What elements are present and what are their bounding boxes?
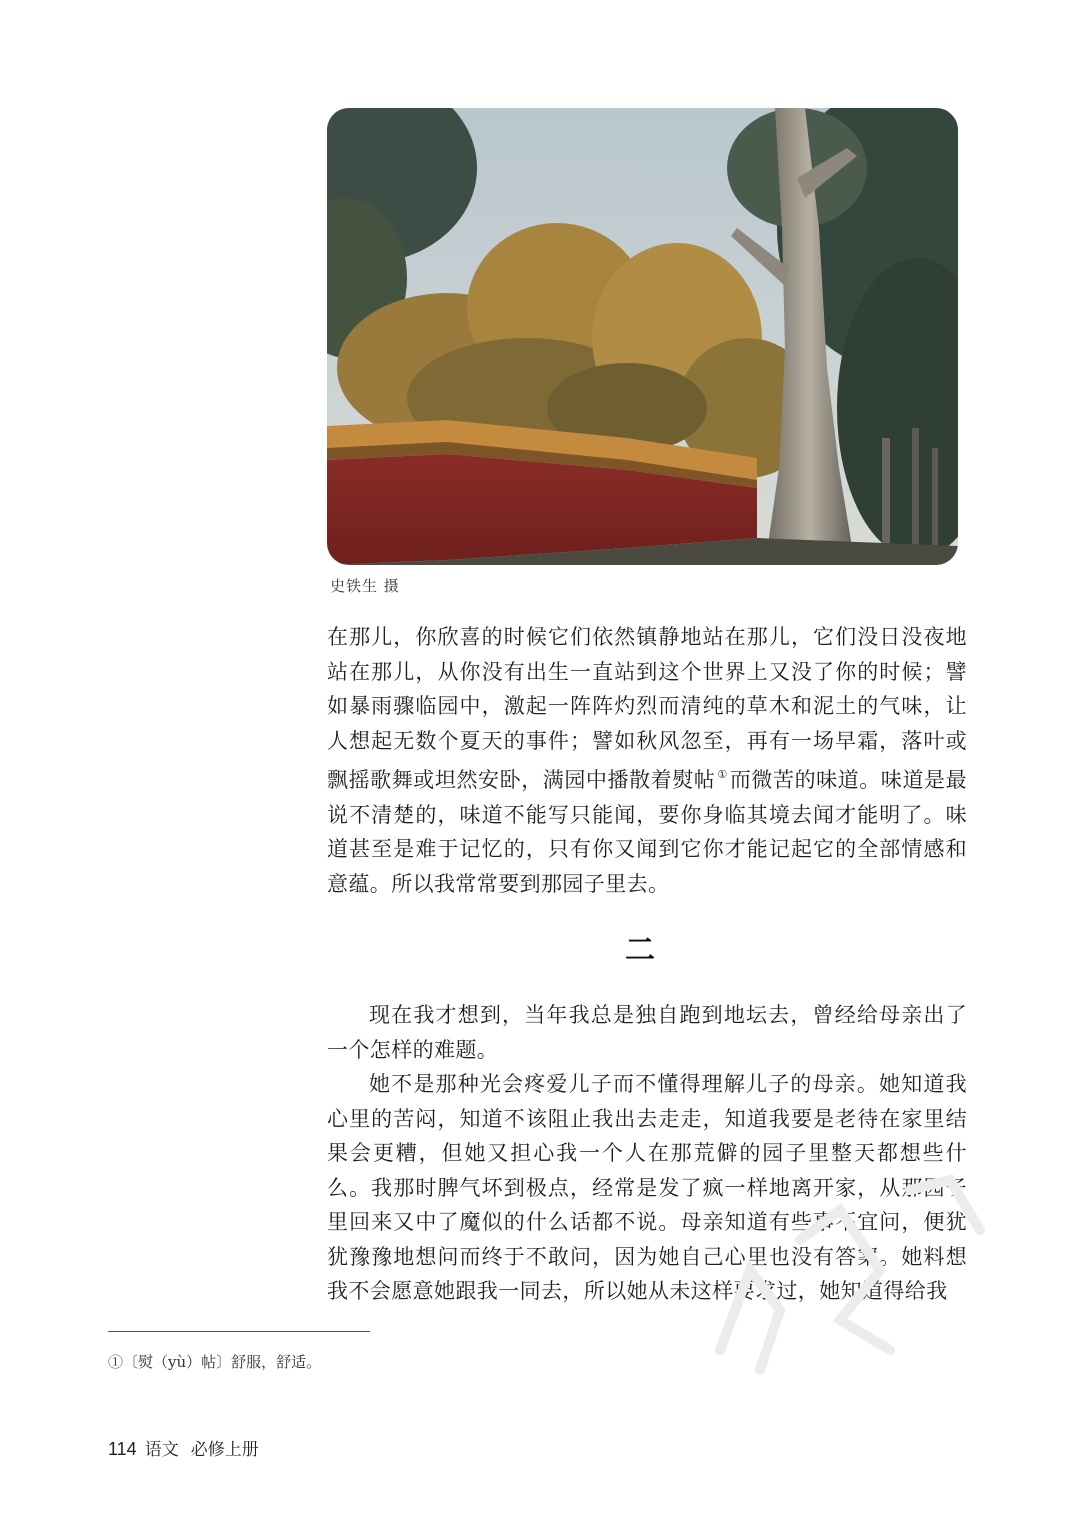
footnote: ①〔熨（yù）帖〕舒服，舒适。 [108, 1353, 322, 1371]
footnote-divider [108, 1331, 370, 1332]
page-footer [108, 1435, 259, 1460]
footer-subject: 语文 [144, 1440, 179, 1460]
footer-volume: 必修上册 [190, 1440, 259, 1460]
footnote-marker[interactable]: ① [717, 768, 728, 781]
paragraph-1-text-before: 在那儿，你欣喜的时候它们依然镇静地站在那儿，它们没日没夜地站在那儿，从你没有出生一直站到这个世界上又没了你的时候；譬如暴雨骤临园中，激起一阵阵灼烈而清纯的草木和泥土的气味，让人想起无数个夏天的事件；譬如秋风忽至，再有一场早霜，落叶或飘摇歌舞或坦然安卧，满园中播散着熨帖 [327, 625, 967, 792]
paragraph-3: 她不是那种光会疼爱儿子而不懂得理解儿子的母亲。她知道我心里的苦闷，知道不该阻止我出去走走，知道我要是老待在家里结果会更糟，但她又担心我一个人在那荒僻的园子里整天都想些什么。我那时脾气坏到极点，经常是发了疯一样地离开家，从那园子里回来又中了魔似的什么话都不说。母亲知道有些事不宜问，便犹犹豫豫地想问而终于不敢问，因为她自己心里也没有答案。她料想我不会愿意她跟我一同去，所以她从未这样要求过，她知道得给我 [327, 1072, 967, 1303]
paragraph-2: 现在我才想到，当年我总是独自跑到地坛去，曾经给母亲出了一个怎样的难题。 [327, 1003, 967, 1062]
photo-trees-and-red-wall [327, 108, 958, 565]
paragraph-1-text-after: 而微苦的味道。味道是最说不清楚的，味道不能写只能闻，要你身临其境去闻才能明了。味道甚至是难于记忆的，只有你又闻到它你才能记起它的全部情感和意蕴。所以我常常要到那园子里去。 [327, 768, 968, 896]
section-number: 二 [625, 933, 655, 968]
page-number: 114 [108, 1439, 137, 1459]
photo-illustration [327, 108, 958, 565]
photo-credit: 史铁生 摄 [330, 577, 400, 595]
paragraph-1 [327, 620, 967, 901]
